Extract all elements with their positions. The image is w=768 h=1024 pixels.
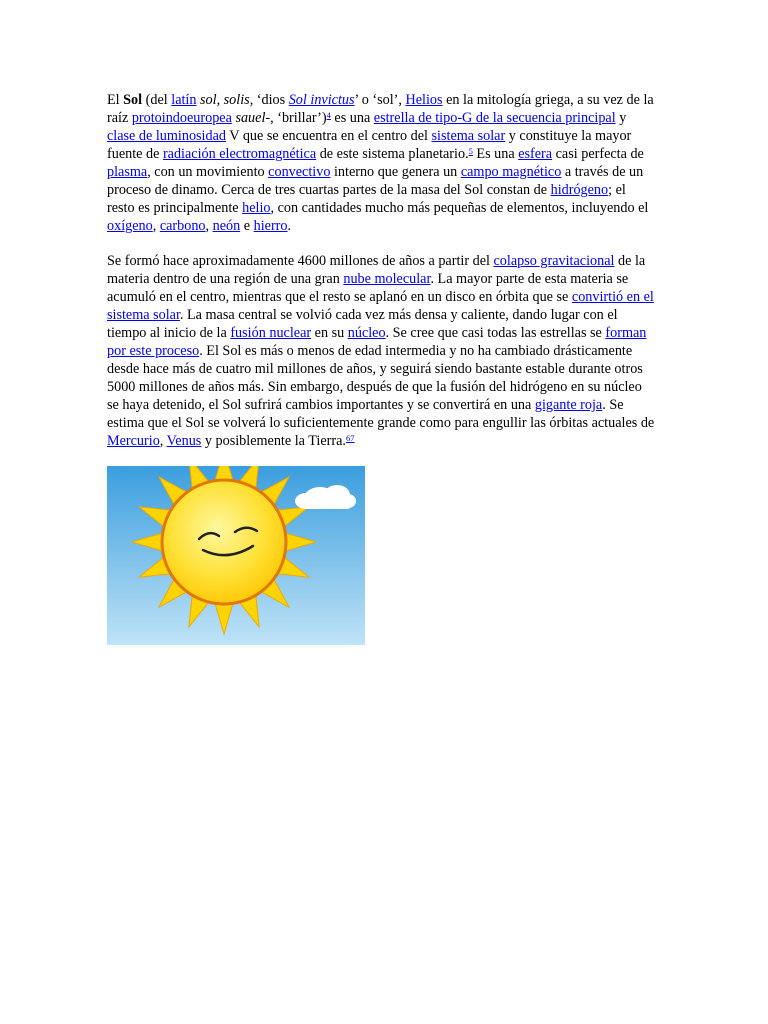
text-run: . La masa central se volvió cada vez más densa y caliente, dando lugar con el tiempo al inicio de la (107, 307, 618, 341)
link-mercurio[interactable]: Mercurio (107, 433, 160, 449)
text-run: . Se cree que casi todas las estrellas se (385, 325, 606, 341)
footnote-ref-67[interactable]: 67 (345, 433, 355, 443)
link-colapso-gravitacional[interactable]: colapso gravitacional (493, 253, 615, 269)
text-run: es una (330, 110, 374, 126)
text-run: . (287, 218, 292, 234)
paragraph-intro (107, 91, 655, 235)
text-run: , (159, 433, 167, 449)
link-campo-magnetico[interactable]: campo magnético (460, 164, 562, 180)
link-clase-luminosidad[interactable]: clase de luminosidad (107, 128, 226, 144)
text-run: , ‘dios (249, 92, 289, 108)
text-run: V que se encuentra en el centro del (226, 128, 432, 144)
link-carbono[interactable]: carbono (159, 218, 206, 234)
text-run: e (240, 218, 254, 234)
sun-face (162, 480, 286, 604)
link-gigante-roja[interactable]: gigante roja (534, 397, 603, 413)
document-body (107, 91, 655, 450)
text-run: a través de un proceso de dinamo. Cerca de tres cuartas partes de la masa del Sol constan de (107, 164, 644, 198)
text-run: (del (142, 92, 172, 108)
text-run: . La mayor parte de esta materia se acumuló en el centro, mientras que el resto se aplanó en un disco en órbita que se (107, 271, 629, 305)
text-run: Se formó hace aproximadamente 4600 millones de años a partir del (107, 253, 494, 269)
link-sistema-solar[interactable]: sistema solar (431, 128, 506, 144)
text-run: , ‘brillar’) (270, 110, 327, 126)
term-sol-solis: sol, solis (200, 92, 250, 108)
text-run: de la materia dentro de una región de una gran (107, 253, 646, 287)
term-sauel: sauel- (235, 110, 271, 126)
link-protoindoeuropea[interactable]: protoindoeuropea (131, 110, 232, 126)
link-hierro[interactable]: hierro (253, 218, 288, 234)
sun-cartoon-svg (107, 466, 365, 645)
text-run: y posiblemente la Tierra. (201, 433, 346, 449)
text-run: y (615, 110, 627, 126)
link-radiacion-electromagnetica[interactable]: radiación electromagnética (162, 146, 317, 162)
link-venus[interactable]: Venus (166, 433, 202, 449)
text-run: , con cantidades mucho más pequeñas de elementos, incluyendo el (270, 200, 649, 216)
text-run: ’ o ‘sol’, (354, 92, 406, 108)
text-run: ; el resto es principalmente (107, 182, 626, 216)
link-nucleo[interactable]: núcleo (347, 325, 386, 341)
footnote-ref-4[interactable]: 4 (326, 110, 331, 120)
term-sol-bold: Sol (123, 92, 143, 108)
link-helio[interactable]: helio (242, 200, 271, 216)
link-hidrogeno[interactable]: hidrógeno (550, 182, 609, 198)
text-run: . Se estima que el Sol se volverá lo suficientemente grande como para engullir las órbitas actuales de (107, 397, 655, 431)
text-run: El (107, 92, 124, 108)
text-run: Es una (472, 146, 519, 162)
link-sol-invictus[interactable]: Sol invictus (288, 92, 355, 108)
text-run: casi perfecta de (552, 146, 644, 162)
text-run: , (152, 218, 160, 234)
link-esfera[interactable]: esfera (518, 146, 553, 162)
link-convirtio-sistema-solar[interactable]: convirtió en el sistema solar (107, 289, 654, 323)
footnote-ref-5[interactable]: 5 (468, 146, 473, 156)
text-run: en su (311, 325, 348, 341)
text-run: y constituye la mayor fuente de (107, 128, 632, 162)
text-run: en la mitología griega, a su vez de la raíz (107, 92, 654, 126)
link-neon[interactable]: neón (212, 218, 241, 234)
link-helios[interactable]: Helios (405, 92, 443, 108)
link-convectivo[interactable]: convectivo (268, 164, 331, 180)
link-estrella-tipo-g[interactable]: estrella de tipo-G de la secuencia principal (373, 110, 616, 126)
text-run: . El Sol es más o menos de edad intermedia y no ha cambiado drásticamente desde hace más de cuatro mil millones de años, y seguirá siendo bastante estable durante otros 5000 millones de años más. Sin embargo, después de que la fusión del hidrógeno en su núcleo se haya detenido, el Sol sufrirá cambios importantes y se convertirá en una (107, 343, 643, 413)
link-nube-molecular[interactable]: nube molecular (343, 271, 431, 287)
link-plasma[interactable]: plasma (107, 164, 148, 180)
paragraph-formation (107, 252, 655, 450)
text-run: , (205, 218, 213, 234)
link-latin[interactable]: latín (171, 92, 197, 108)
text-run: , con un movimiento (147, 164, 269, 180)
link-fusion-nuclear[interactable]: fusión nuclear (230, 325, 312, 341)
text-run: interno que genera un (330, 164, 461, 180)
sun-illustration (107, 466, 365, 645)
link-forman-proceso[interactable]: forman por este proceso (107, 325, 647, 359)
link-oxigeno[interactable]: oxígeno (107, 218, 153, 234)
text-run: de este sistema planetario. (316, 146, 469, 162)
